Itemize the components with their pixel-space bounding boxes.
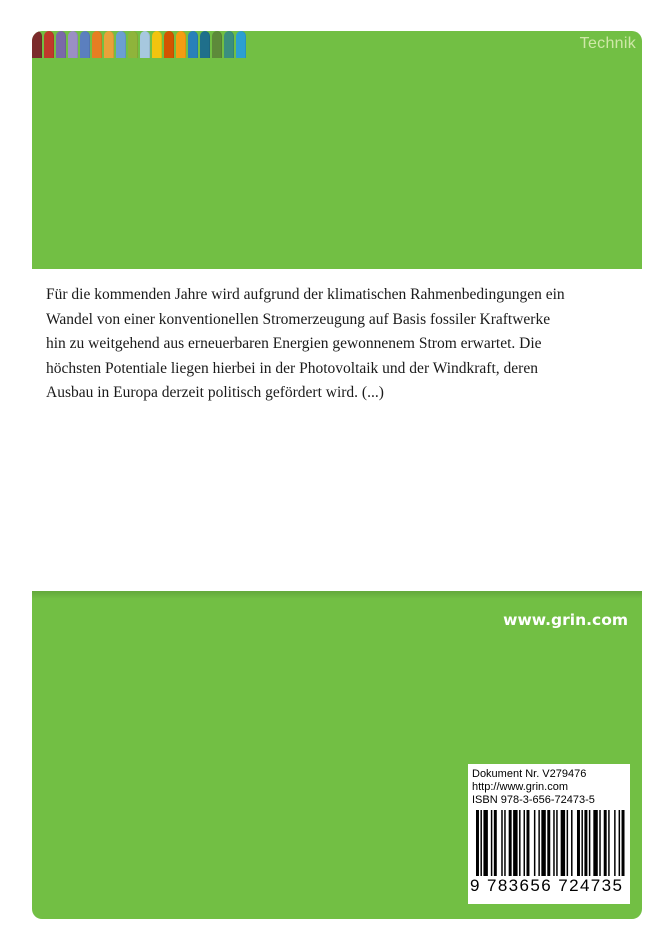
blurb-section <box>32 269 642 591</box>
barcode-bar <box>476 810 479 876</box>
barcode-bar <box>513 810 517 876</box>
barcode-bar <box>567 810 568 876</box>
barcode-bar <box>581 810 582 876</box>
barcode-bar <box>483 810 487 876</box>
color-tabs-strip <box>32 31 248 58</box>
color-tab <box>104 31 114 58</box>
isbn-info-box <box>468 764 630 904</box>
document-number: Dokument Nr. V279476 <box>472 768 587 780</box>
color-tab <box>68 31 78 58</box>
barcode-bar <box>526 810 529 876</box>
barcode-bar <box>556 810 557 876</box>
barcode-bar <box>614 810 615 876</box>
barcode-bar <box>619 810 620 876</box>
isbn-number: ISBN 978-3-656-72473-5 <box>472 794 595 806</box>
color-tab <box>92 31 102 58</box>
panel-shadow <box>32 591 642 599</box>
color-tab <box>128 31 138 58</box>
barcode-bar <box>599 810 600 876</box>
barcode-bar <box>589 810 590 876</box>
barcode-bar <box>538 810 539 876</box>
barcode-bar <box>604 810 607 876</box>
barcode-bar <box>534 810 535 876</box>
barcode-bar <box>553 810 554 876</box>
color-tab <box>56 31 66 58</box>
bottom-green-panel <box>32 591 642 919</box>
category-label: Technik <box>579 35 636 52</box>
barcode-bar <box>480 810 481 876</box>
barcode-bar <box>547 810 550 876</box>
barcode-bar <box>491 810 492 876</box>
barcode-bar <box>571 810 572 876</box>
barcode-bar <box>509 810 512 876</box>
barcode-bar <box>501 810 502 876</box>
color-tab <box>32 31 42 58</box>
barcode-bar <box>622 810 625 876</box>
color-tab <box>212 31 222 58</box>
publisher-website: http://www.grin.com <box>472 781 568 793</box>
barcode-bar <box>504 810 505 876</box>
barcode-bar <box>593 810 597 876</box>
color-tab <box>224 31 234 58</box>
barcode-bar <box>561 810 565 876</box>
publisher-url: www.grin.com <box>503 611 628 629</box>
color-tab <box>44 31 54 58</box>
barcode-bar <box>584 810 587 876</box>
color-tab <box>164 31 174 58</box>
color-tab <box>80 31 90 58</box>
barcode-bar <box>494 810 497 876</box>
barcode-bar <box>541 810 545 876</box>
color-tab <box>176 31 186 58</box>
top-green-panel <box>32 31 642 269</box>
color-tab <box>236 31 246 58</box>
ean13-barcode-icon <box>476 810 626 876</box>
blurb-text: Für die kommenden Jahre wird aufgrund der klimatischen Rahmenbedingungen ein Wandel von einer konventionellen Stromerzeugung auf Basis fossiler Kraftwerke hin zu weitgehend aus erneuerbaren Energien gewonnenem Strom erwartet. Die höchsten Potentiale liegen hierbei in der Photovoltaik und der Windkraft, deren Ausbau in Europa derzeit politisch gefördert wird. (...) <box>46 286 565 401</box>
barcode-bar <box>519 810 520 876</box>
barcode-digits: 9 783656 724735 <box>470 876 624 895</box>
barcode-bar <box>577 810 580 876</box>
color-tab <box>188 31 198 58</box>
color-tab <box>152 31 162 58</box>
color-tab <box>140 31 150 58</box>
book-back-cover <box>32 31 642 919</box>
barcode-bar <box>608 810 609 876</box>
barcode-bar <box>524 810 525 876</box>
color-tab <box>116 31 126 58</box>
color-tab <box>200 31 210 58</box>
